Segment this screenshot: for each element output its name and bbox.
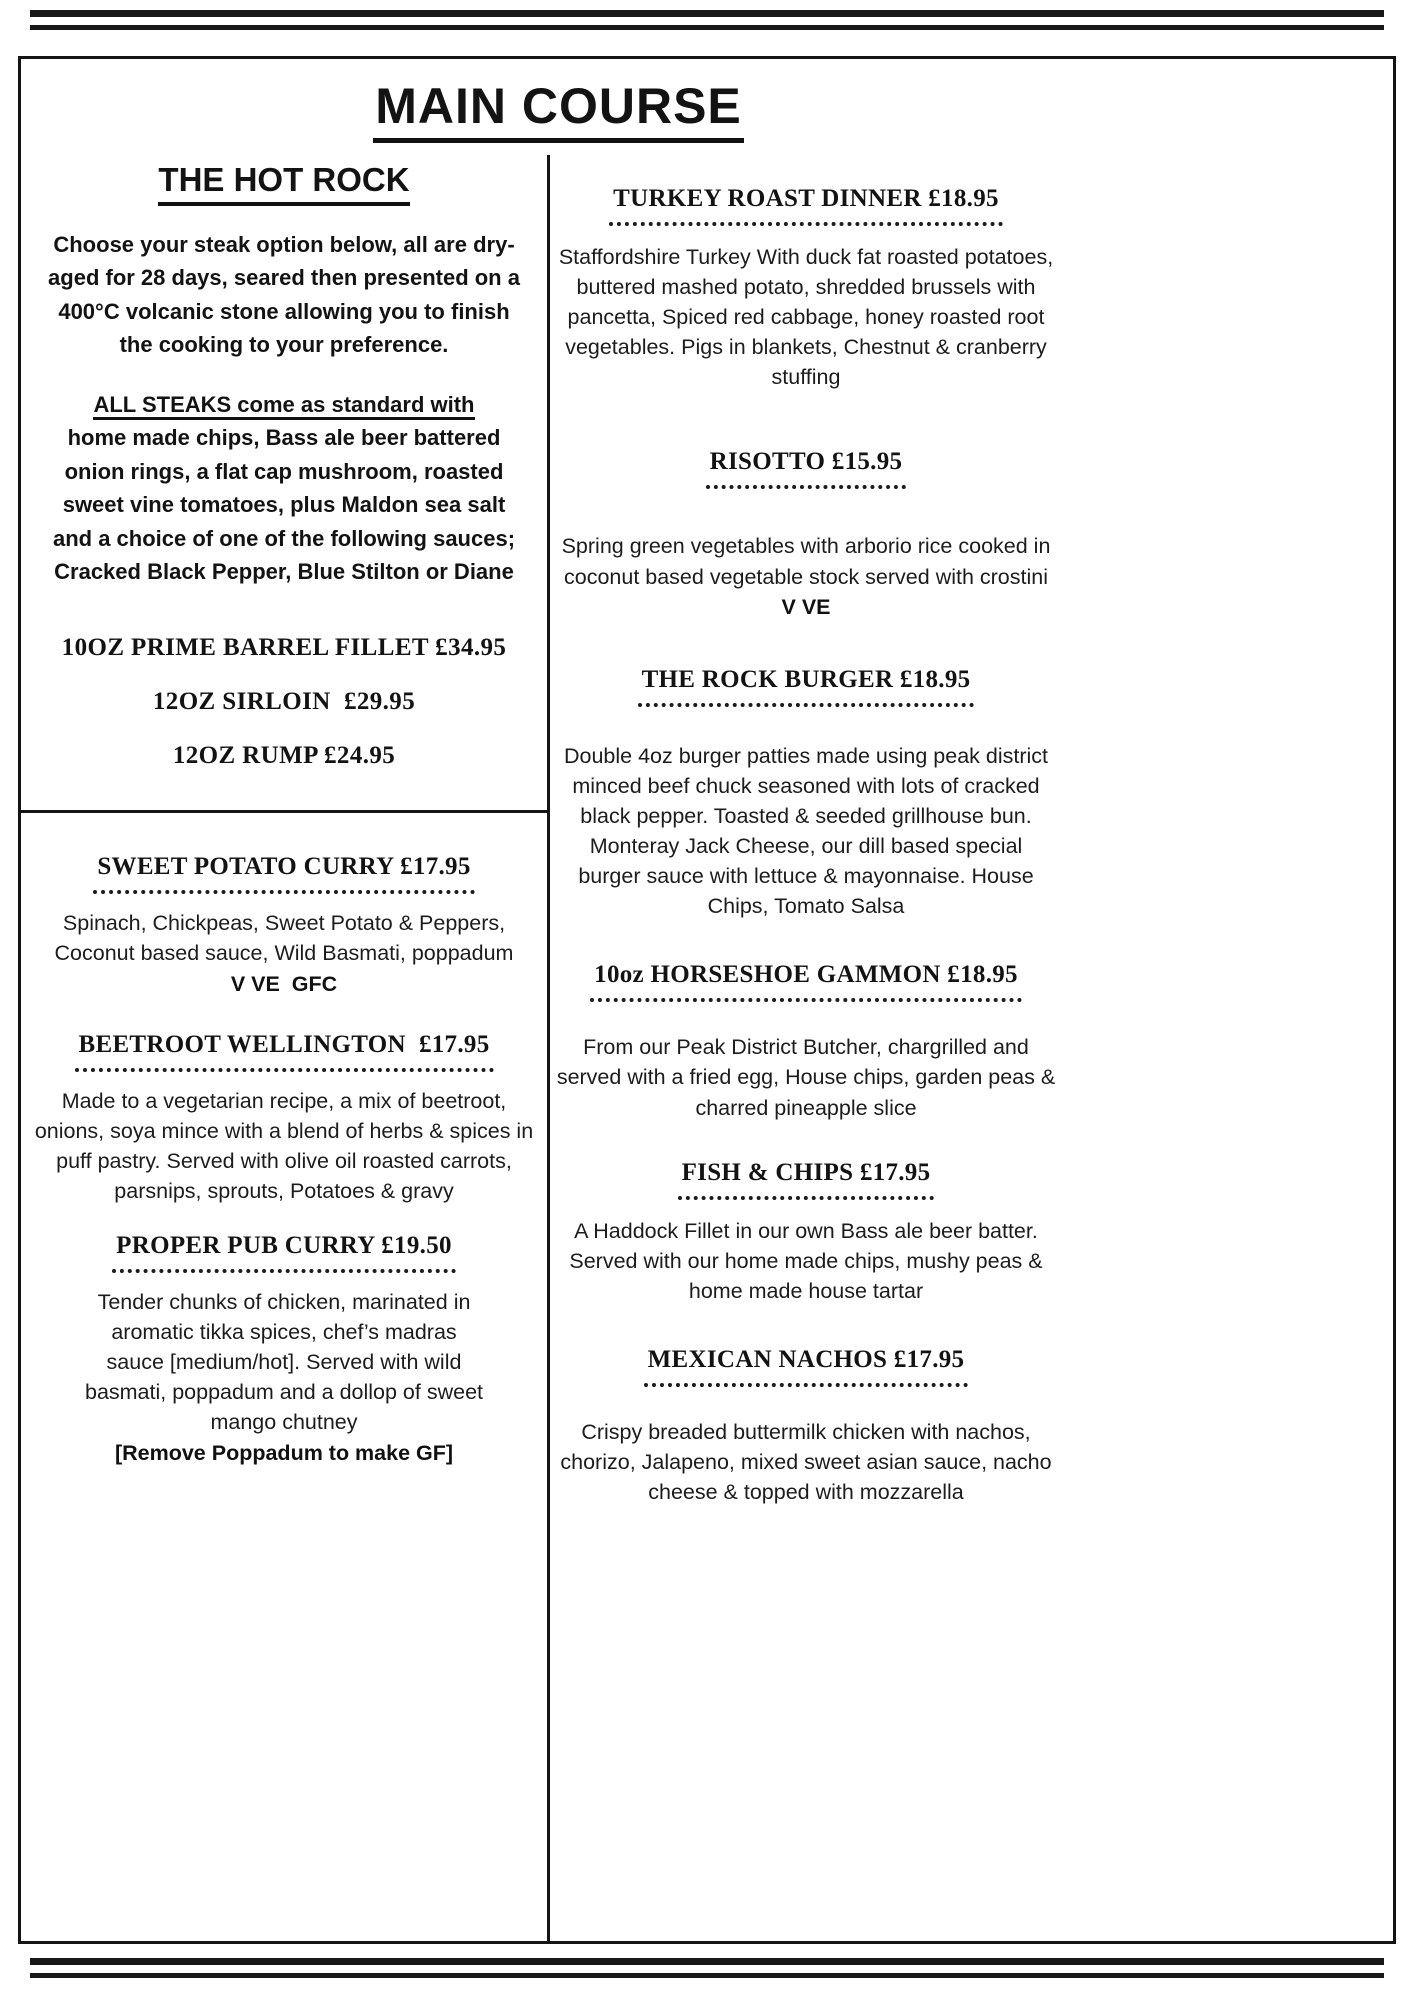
menu-item-turkey-roast-dinner (556, 185, 1056, 392)
menu-item-description: Spring green vegetables with arborio rice cooked in coconut based vegetable stock served with crostini V VE (561, 534, 1051, 619)
section-title-hot-rock: THE HOT ROCK (21, 161, 547, 206)
menu-item-description: Crispy breaded buttermilk chicken with nachos, chorizo, Jalapeno, mixed sweet asian sauce, nacho cheese & topped with mozzarella (560, 1419, 1052, 1505)
menu-border-box (18, 56, 1396, 1944)
left-section-divider (21, 810, 547, 813)
menu-item-name: MEXICAN NACHOS £17.95 (556, 1346, 1056, 1387)
menu-item-name: SWEET POTATO CURRY £17.95 (21, 853, 547, 894)
steak-option-rump: 12OZ RUMP £24.95 (172, 742, 396, 770)
menu-item-name: RISOTTO £15.95 (556, 448, 1056, 489)
menu-item-description: From our Peak District Butcher, chargrilled and served with a fried egg, House chips, garden peas & charred pineapple slice (556, 1035, 1056, 1120)
menu-item-name: FISH & CHIPS £17.95 (556, 1159, 1056, 1200)
left-column (21, 155, 550, 1941)
menu-item-description: Tender chunks of chicken, marinated in aromatic tikka spices, chef’s madras sauce [medium/hot]. Served with wild basmati, poppadum and a dollop of sweet mango chutney (84, 1290, 483, 1435)
menu-item-horseshoe-gammon (556, 961, 1056, 1122)
menu-item-sweet-potato-curry (21, 853, 547, 998)
menu-item-name: PROPER PUB CURRY £19.50 (21, 1232, 547, 1273)
title-row (21, 77, 1096, 143)
page-title: MAIN COURSE (373, 77, 744, 143)
bottom-rule-2 (30, 1973, 1384, 1978)
right-column (550, 155, 1062, 1941)
steaks-standard-note (49, 388, 519, 589)
menu-item-name: 10oz HORSESHOE GAMMON £18.95 (556, 961, 1056, 1002)
menu-item-name: BEETROOT WELLINGTON £17.95 (21, 1031, 547, 1072)
dietary-tags: V VE GFC (230, 971, 338, 996)
menu-item-beetroot-wellington (21, 1031, 547, 1206)
steak-options-list (21, 634, 547, 770)
steak-option-fillet: 10OZ PRIME BARREL FILLET £34.95 (61, 634, 507, 662)
menu-item-mexican-nachos (556, 1346, 1056, 1507)
menu-item-proper-pub-curry (21, 1232, 547, 1468)
menu-item-name: TURKEY ROAST DINNER £18.95 (556, 185, 1056, 226)
menu-columns (21, 155, 1393, 1941)
menu-item-description: Made to a vegetarian recipe, a mix of beetroot, onions, soya mince with a blend of herbs & spices in puff pastry. Served with olive oil roasted carrots, parsnips, sprouts, Potatoes & gravy (34, 1088, 534, 1203)
top-rule-1 (30, 10, 1384, 17)
bottom-rule-1 (30, 1958, 1384, 1965)
gf-note: [Remove Poppadum to make GF] (114, 1440, 454, 1465)
steaks-note-rest: home made chips, Bass ale beer battered onion rings, a flat cap mushroom, roasted sweet vine tomatoes, plus Maldon sea salt and a choice of one of the following sauces; Cracked Black Pepper, Blue Stilton or Diane (52, 425, 516, 584)
menu-item-fish-and-chips (556, 1159, 1056, 1306)
steak-option-sirloin: 12OZ SIRLOIN £29.95 (152, 688, 416, 716)
top-rule-2 (30, 25, 1384, 30)
menu-item-rock-burger (556, 666, 1056, 922)
dietary-tags: V VE (781, 594, 831, 619)
hot-rock-intro: Choose your steak option below, all are dry-aged for 28 days, seared then presented on a 400°C volcanic stone allowing you to finish the cooking to your preference. (48, 232, 520, 358)
menu-item-description: Double 4oz burger patties made using peak district minced beef chuck seasoned with lots of cracked black pepper. Toasted & seeded grillhouse bun. Monteray Jack Cheese, our dill based special burger sauce with lettuce & mayonnaise. House Chips, Tomato Salsa (563, 743, 1049, 919)
menu-item-description: Spinach, Chickpeas, Sweet Potato & Peppers, Coconut based sauce, Wild Basmati, poppadum V VE GFC (54, 911, 514, 996)
menu-item-name: THE ROCK BURGER £18.95 (556, 666, 1056, 707)
menu-item-description: A Haddock Fillet in our own Bass ale beer batter. Served with our home made chips, mushy peas & home made house tartar (569, 1218, 1043, 1303)
menu-item-risotto (556, 448, 1056, 621)
steaks-note-underlined-line: ALL STEAKS come as standard with (49, 388, 519, 421)
menu-item-description: Staffordshire Turkey With duck fat roasted potatoes, buttered mashed potato, shredded brussels with pancetta, Spiced red cabbage, honey roasted root vegetables. Pigs in blankets, Chestnut & cranberry stuffing (558, 245, 1054, 390)
